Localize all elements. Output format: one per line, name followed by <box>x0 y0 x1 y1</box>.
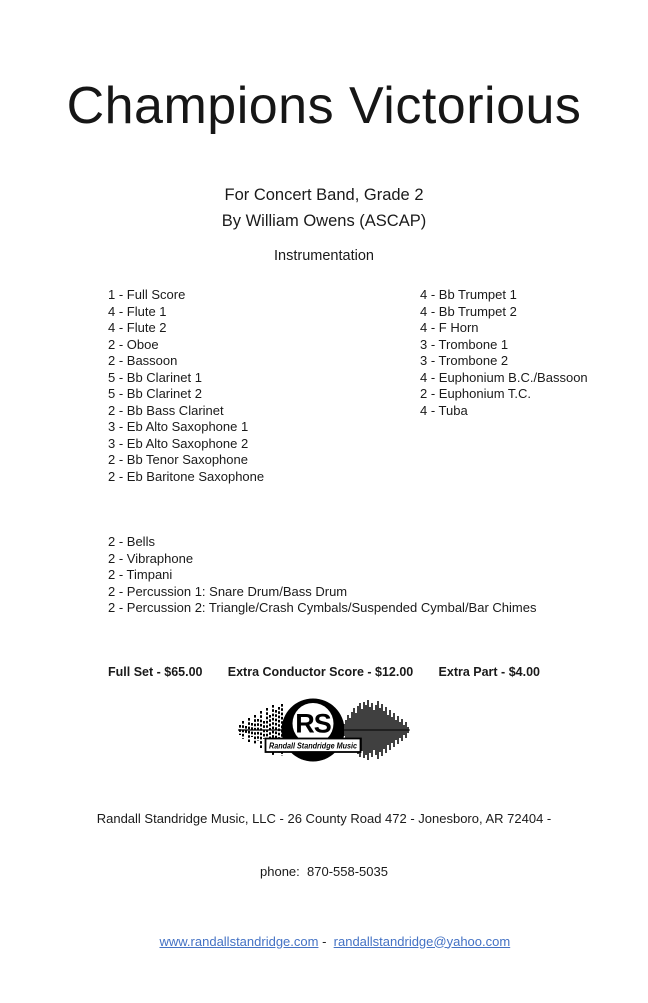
price-full-set: Full Set - $65.00 <box>108 665 203 679</box>
instrument-line: 4 - Bb Trumpet 1 <box>420 287 517 302</box>
instrument-line: 2 - Percussion 2: Triangle/Crash Cymbals/Suspended Cymbal/Bar Chimes <box>108 600 537 615</box>
publisher-logo <box>238 697 410 771</box>
footer-phone: phone: 870-558-5035 <box>260 863 388 879</box>
subtitle-ensemble-grade: For Concert Band, Grade 2 <box>224 186 424 204</box>
instrument-line: 4 - Tuba <box>420 402 468 418</box>
instrument-line: 3 - Eb Alto Saxophone 2 <box>108 435 249 451</box>
subtitle-composer: By William Owens (ASCAP) <box>221 212 427 230</box>
percussion-list <box>108 534 536 617</box>
instrument-line: 5 - Bb Clarinet 1 <box>108 369 202 385</box>
instrument-line: 3 - Trombone 1 <box>420 336 509 352</box>
instrument-line: 4 - Flute 1 <box>108 303 167 319</box>
instrument-line: 1 - Full Score <box>108 287 186 302</box>
instrument-line: 5 - Bb Clarinet 2 <box>108 386 202 401</box>
price-extra-conductor-score: Extra Conductor Score - $12.00 <box>227 665 414 679</box>
instrument-line: 2 - Eb Baritone Saxophone <box>108 468 265 484</box>
instrument-line: 2 - Bb Tenor Saxophone <box>108 452 248 467</box>
footer-link-separator2 <box>326 934 333 949</box>
instrument-line: 3 - Trombone 2 <box>420 353 509 368</box>
instrument-line: 2 - Bells <box>108 534 155 549</box>
website-link[interactable]: www.randallstandridge.com <box>159 933 319 949</box>
subtitle-block <box>0 182 648 234</box>
rs-initials: RS <box>295 708 331 739</box>
company-banner-label: Randall Standridge Music <box>269 740 358 751</box>
instrument-line: 3 - Eb Alto Saxophone 1 <box>108 419 249 434</box>
instrumentation-right-column <box>420 287 588 419</box>
footer-link-separator-dash: - <box>322 933 327 949</box>
page-title: Champions Victorious <box>66 77 582 135</box>
pricing-row <box>108 665 540 679</box>
instrument-line: 2 - Bassoon <box>108 353 178 368</box>
instrument-line: 4 - F Horn <box>420 320 479 335</box>
instrument-line: 2 - Bb Bass Clarinet <box>108 402 224 418</box>
instrument-line: 4 - Euphonium B.C./Bassoon <box>420 369 588 385</box>
instrument-line: 2 - Oboe <box>108 336 159 352</box>
footer-block <box>0 775 648 1003</box>
instrumentation-left-column <box>108 287 264 485</box>
price-extra-part: Extra Part - $4.00 <box>438 665 540 679</box>
instrument-line: 2 - Percussion 1: Snare Drum/Bass Drum <box>108 583 348 599</box>
instrument-line: 4 - Flute 2 <box>108 320 167 335</box>
instrument-line: 2 - Timpani <box>108 567 173 582</box>
company-banner <box>266 739 361 753</box>
footer-address: Randall Standridge Music, LLC - 26 County Road 472 - Jonesboro, AR 72404 - <box>96 811 552 826</box>
publisher-logo-graphic <box>238 697 410 771</box>
instrumentation-heading: Instrumentation <box>274 248 374 264</box>
instrument-line: 2 - Vibraphone <box>108 550 194 566</box>
instrument-line: 4 - Bb Trumpet 2 <box>420 303 517 319</box>
email-link[interactable]: randallstandridge@yahoo.com <box>333 933 511 949</box>
instrument-line: 2 - Euphonium T.C. <box>420 386 532 401</box>
footer-links <box>0 915 648 968</box>
